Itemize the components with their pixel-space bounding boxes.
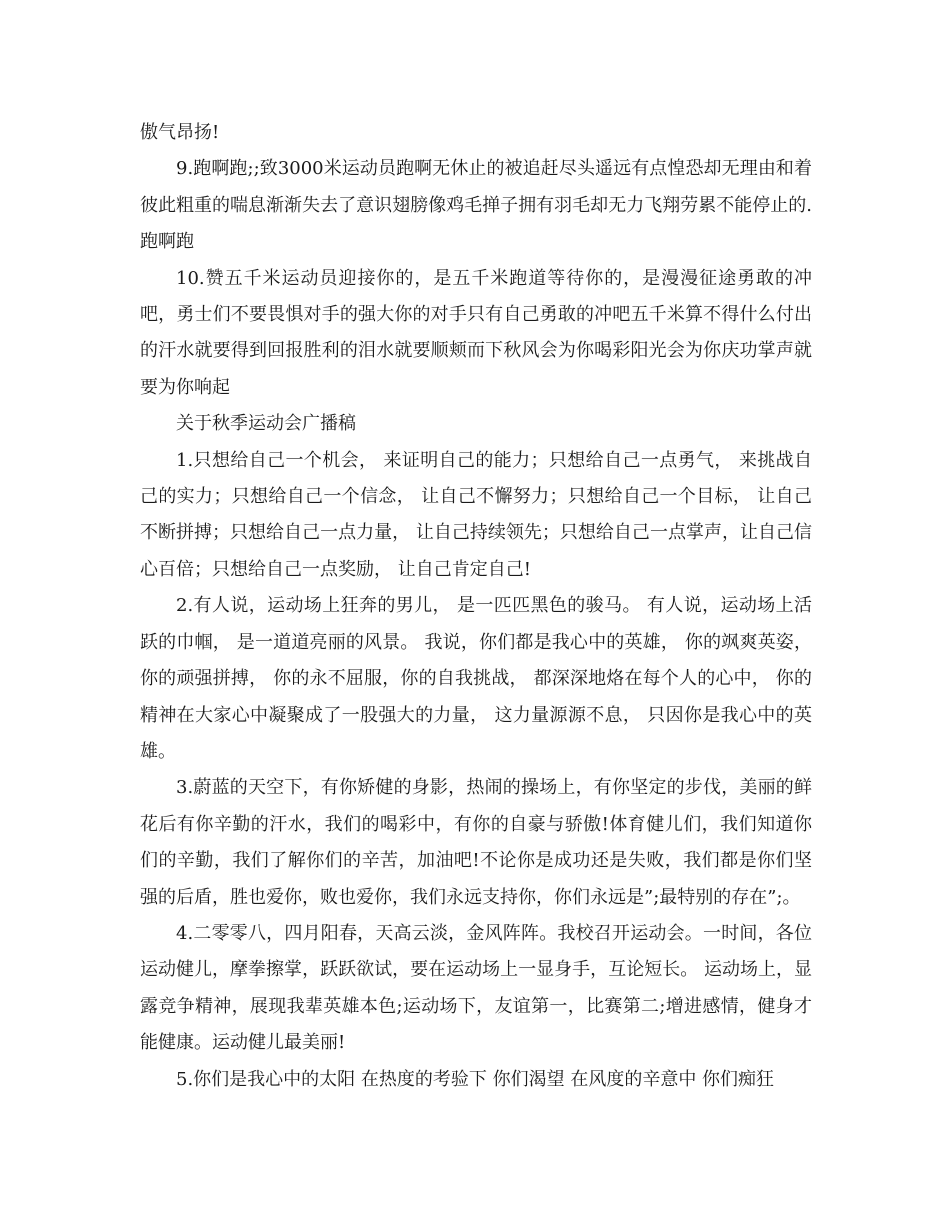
paragraph-continuation: 傲气昂扬! xyxy=(140,122,220,143)
document-body xyxy=(140,115,812,1098)
paragraph-item-2: 2.有人说，运动场上狂奔的男儿， 是一匹匹黑色的骏马。 有人说，运动场上活跃的巾帼， 是一道道亮丽的风景。 我说，你们都是我心中的英雄， 你的飒爽英姿，你的顽强拼搏， 你的永不屈服，你的自我挑战， 都深深地烙在每个人的心中， 你的精神在大家心中凝聚成了一股强大的力量， 这力量源源不息， 只因你是我心中的英雄。 xyxy=(140,595,812,762)
section-heading: 关于秋季运动会广播稿 xyxy=(176,413,356,435)
paragraph-item-5: 5.你们是我心中的太阳 在热度的考验下 你们渴望 在风度的辛意中 你们痴狂 xyxy=(176,1068,775,1090)
paragraph-item-3: 3.蔚蓝的天空下，有你矫健的身影，热闹的操场上，有你坚定的步伐，美丽的鲜花后有你辛勤的汗水，我们的喝彩中，有你的自豪与骄傲!体育健儿们，我们知道你们的辛勤，我们了解你们的辛苦，加油吧!不论你是成功还是失败，我们都是你们坚强的后盾，胜也爱你，败也爱你，我们永远支持你，你们永远是”;最特别的存在”;。 xyxy=(140,777,812,908)
paragraph-item-4: 4.二零零八，四月阳春，天高云淡，金风阵阵。我校召开运动会。一时间，各位运动健儿，摩拳擦掌，跃跃欲试，要在运动场上一显身手，互论短长。 运动场上，显露竞争精神，展现我辈英雄本色;运动场下，友谊第一，比赛第二;增进感情，健身才能健康。运动健儿最美丽! xyxy=(140,922,812,1054)
paragraph-item-10: 10.赞五千米运动员迎接你的，是五千米跑道等待你的，是漫漫征途勇敢的冲吧，勇士们不要畏惧对手的强大你的对手只有自己勇敢的冲吧五千米算不得什么付出的汗水就要得到回报胜利的泪水就要顺颊而下秋风会为你喝彩阳光会为你庆功掌声就要为你响起 xyxy=(140,267,812,398)
paragraph-item-9: 9.跑啊跑;;致3000米运动员跑啊无休止的被追赶尽头遥远有点惶恐却无理由和着彼此粗重的喘息渐渐失去了意识翅膀像鸡毛掸子拥有羽毛却无力飞翔劳累不能停止的.跑啊跑 xyxy=(140,158,812,253)
paragraph-item-1: 1.只想给自己一个机会， 来证明自己的能力；只想给自己一点勇气， 来挑战自己的实力；只想给自己一个信念， 让自己不懈努力；只想给自己一个目标， 让自己不断拼搏；只想给自己一点力量， 让自己持续领先；只想给自己一点掌声，让自己信心百倍；只想给自己一点奖励， 让自己肯定自己! xyxy=(140,449,812,580)
